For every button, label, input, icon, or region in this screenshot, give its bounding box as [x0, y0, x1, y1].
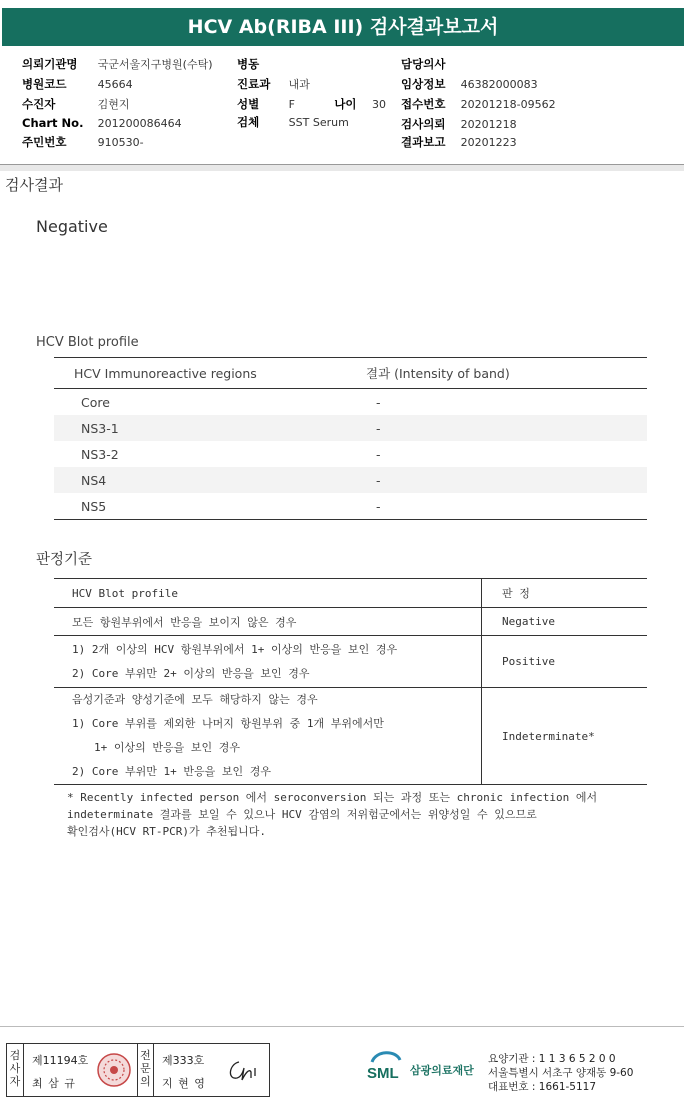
blot-profile-table	[54, 357, 647, 520]
table-header-row	[54, 358, 647, 389]
report-header	[0, 46, 684, 165]
criteria-table	[54, 578, 647, 785]
intensity-cell: -	[366, 493, 647, 520]
hospital-code-label: 병원코드	[22, 77, 67, 91]
specimen-value: SST Serum	[288, 116, 349, 129]
region-cell: NS4	[54, 467, 366, 493]
hospital-code-row	[22, 76, 133, 92]
specialist-vertical-label	[137, 1044, 154, 1096]
report-date-label: 결과보고	[401, 135, 446, 149]
region-cell: NS3-2	[81, 446, 119, 462]
specialist-number: 제333호	[162, 1054, 205, 1067]
rrn-row	[22, 134, 144, 150]
criteria-description	[54, 688, 482, 785]
criteria-judgement: Indeterminate*	[482, 688, 648, 785]
sex-row	[237, 96, 386, 112]
criteria-profile-header: HCV Blot profile	[54, 579, 482, 608]
ward-label: 병동	[237, 57, 260, 71]
criteria-row-negative	[54, 608, 647, 636]
clinical-label: 임상정보	[401, 77, 446, 91]
rrn-value: 910530-	[97, 136, 144, 149]
request-value: 20201218	[460, 118, 517, 131]
criteria-judgement: Negative	[482, 608, 648, 636]
clinical-row	[401, 76, 538, 92]
intensity-cell: -	[376, 394, 381, 410]
receipt-label: 접수번호	[401, 97, 446, 111]
organization-info	[488, 1052, 633, 1094]
table-row	[54, 415, 647, 441]
rrn-label: 주민번호	[22, 135, 67, 149]
sex-value: F	[288, 98, 295, 111]
intensity-column-header: 결과 (Intensity of band)	[366, 358, 647, 389]
tester-vertical-label	[7, 1044, 24, 1096]
specimen-row	[237, 114, 349, 130]
tester-number: 제11194호	[32, 1054, 89, 1067]
sml-logo-text: SML	[367, 1065, 399, 1082]
receipt-value: 20201218-09562	[460, 98, 556, 111]
signature-box	[6, 1043, 270, 1097]
report-date-row	[401, 134, 517, 150]
report-date-value: 20201223	[460, 136, 517, 149]
patient-value: 김현지	[97, 98, 130, 111]
institution-value: 국군서울지구병원(수탁)	[97, 58, 213, 71]
patient-label: 수진자	[22, 97, 56, 111]
intensity-cell: -	[366, 415, 647, 441]
footnote-line: * Recently infected person 에서 seroconversion 되는 과정 또는 chronic infection 에서	[67, 791, 598, 804]
chart-label: Chart No.	[22, 116, 84, 130]
age-value: 30	[371, 98, 386, 111]
institution-row	[22, 56, 213, 72]
region-cell: Core	[81, 394, 110, 410]
seal-icon	[97, 1053, 131, 1087]
criteria-line: 2) Core 부위만 2+ 이상의 반응을 보인 경우	[72, 666, 310, 680]
criteria-row-positive	[54, 636, 647, 688]
tester-vertical-text: 검사자	[9, 1049, 21, 1088]
table-row	[54, 493, 647, 520]
criteria-row-indeterminate	[54, 688, 647, 785]
table-row	[54, 441, 647, 467]
age-label: 나이	[334, 97, 357, 111]
test-result: Negative	[36, 217, 108, 236]
doctor-label: 담당의사	[401, 57, 446, 71]
report-footer	[2, 1040, 684, 1100]
chart-row	[22, 116, 182, 130]
criteria-title: 판정기준	[36, 552, 93, 568]
criteria-description	[54, 636, 482, 688]
specimen-label: 검체	[237, 115, 260, 129]
sex-label: 성별	[237, 97, 260, 111]
criteria-judgement-header: 판 정	[482, 579, 648, 608]
footnote-line: 확인검사(HCV RT-PCR)가 추천됩니다.	[67, 825, 266, 838]
doctor-row	[401, 56, 461, 72]
ward-row	[237, 56, 289, 72]
result-section-title: 검사결과	[5, 176, 63, 194]
regions-column-header: HCV Immunoreactive regions	[54, 358, 366, 389]
top-band	[0, 0, 684, 8]
tester-name: 최 삼 규	[32, 1077, 76, 1090]
region-cell: NS3-1	[54, 415, 366, 441]
specialist-name: 지 현 영	[162, 1077, 206, 1090]
request-label: 검사의뢰	[401, 117, 446, 131]
criteria-line: 2) Core 부위만 1+ 반응을 보인 경우	[72, 765, 271, 778]
table-row	[54, 467, 647, 493]
footnote-line: indeterminate 결과를 보일 수 있으나 HCV 감염의 저위험군에서는 위양성일 수 있으므로	[67, 808, 537, 821]
sml-logo-icon	[366, 1048, 406, 1082]
dept-label: 진료과	[237, 77, 271, 91]
request-row	[401, 116, 517, 132]
footnote	[67, 789, 657, 840]
criteria-header-row	[54, 579, 647, 608]
table-row	[54, 389, 647, 416]
blot-profile-title: HCV Blot profile	[36, 335, 139, 350]
criteria-description: 모든 항원부위에서 반응을 보이지 않은 경우	[54, 608, 482, 636]
chart-value: 201200086464	[97, 117, 182, 130]
criteria-line: 1) 2개 이상의 HCV 항원부위에서 1+ 이상의 반응을 보인 경우	[72, 642, 398, 656]
criteria-line: 1) Core 부위를 제외한 나머지 항원부위 중 1개 부위에서만	[72, 717, 384, 730]
intensity-cell: -	[366, 467, 647, 493]
criteria-line: 음성기준과 양성기준에 모두 해당하지 않는 경우	[72, 693, 318, 706]
hospital-code-value: 45664	[97, 78, 133, 91]
section-divider	[0, 165, 684, 171]
patient-row	[22, 96, 130, 112]
organization-phone: 대표번호 : 1661-5117	[488, 1081, 597, 1093]
organization-address: 서울특별시 서초구 양재동 9-60	[488, 1067, 634, 1079]
specialist-vertical-text: 전문의	[140, 1049, 151, 1088]
criteria-judgement: Positive	[482, 636, 648, 688]
criteria-line: 1+ 이상의 반응을 보인 경우	[94, 741, 240, 754]
footer-divider	[0, 1026, 684, 1027]
region-cell: NS5	[54, 493, 366, 520]
dept-value: 내과	[288, 78, 310, 91]
dept-row	[237, 76, 310, 92]
organization-code: 요양기관 : 1 1 3 6 5 2 0 0	[488, 1053, 616, 1065]
organization-name: 삼광의료재단	[410, 1064, 474, 1077]
report-title: HCV Ab(RIBA III) 검사결과보고서	[2, 8, 684, 46]
intensity-cell: -	[376, 446, 381, 462]
clinical-value: 46382000083	[460, 78, 538, 91]
signature-icon	[225, 1054, 265, 1086]
receipt-row	[401, 96, 556, 112]
institution-label: 의뢰기관명	[22, 57, 78, 71]
